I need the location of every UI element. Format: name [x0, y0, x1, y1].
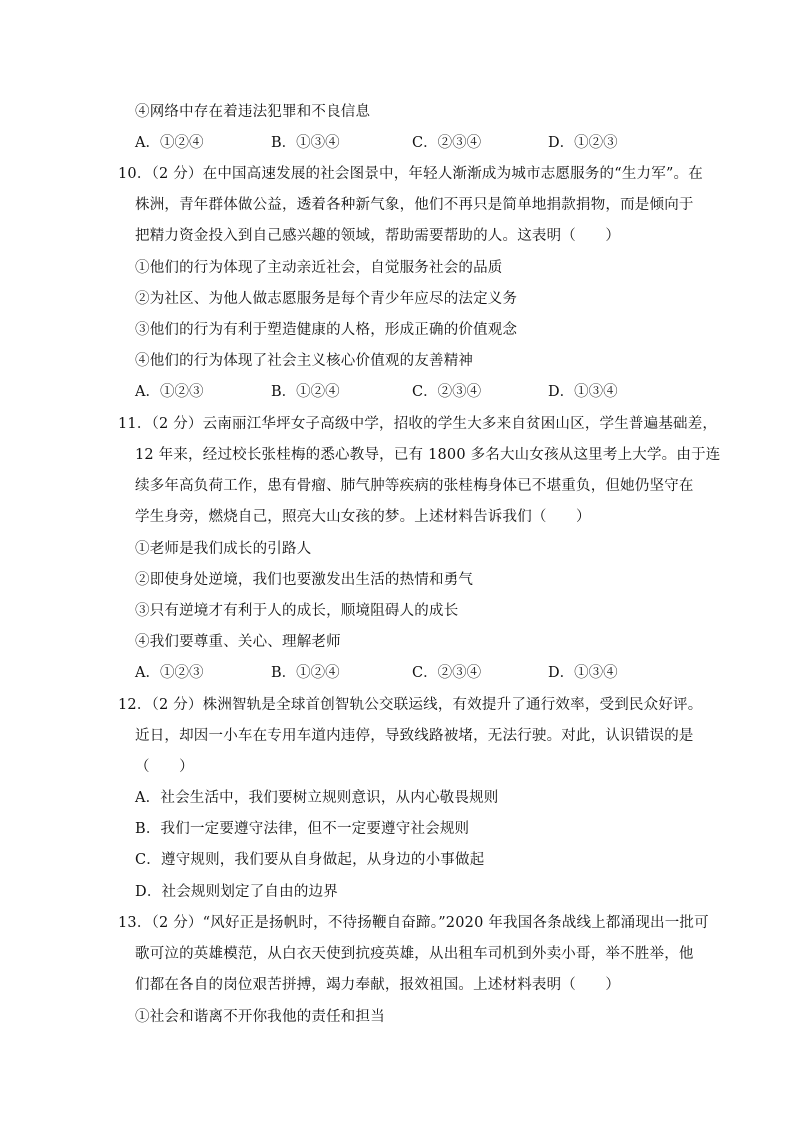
q13-stem-line: 13．（2 分）“风好正是扬帆时，不待扬鞭自奋蹄。”2020 年我国各条战线上都涌现出一批可 [118, 915, 709, 931]
q10-stem-line: 把精力资金投入到自己感兴趣的领域，帮助需要帮助的人。这表明（ ） [135, 228, 621, 244]
q10-stem-line: 株洲，青年群体做公益，透着各种新气象，他们不再只是简单地捐款捐物，而是倾向于 [135, 197, 694, 213]
q10-option-b[interactable]: B．①②④ [271, 384, 340, 400]
q11-stem-line: 12 年来，经过校长张桂梅的悉心教导，已有 1800 多名大山女孩从这里考上大学。由于连 [135, 447, 721, 463]
q12-option-a[interactable]: A．社会生活中，我们要树立规则意识，从内心敬畏规则 [135, 790, 499, 806]
q11-option-a[interactable]: A．①②③ [135, 665, 204, 681]
q12-option-c[interactable]: C．遵守规则，我们要从自身做起，从身边的小事做起 [135, 852, 485, 868]
q10-stem-line: 10．（2 分）在中国高速发展的社会图景中，年轻人渐渐成为城市志愿服务的“生力军”。在 [118, 166, 703, 182]
q11-statement-2: ②即使身处逆境，我们也要激发出生活的热情和勇气 [135, 572, 474, 588]
q10-option-a[interactable]: A．①②③ [135, 384, 204, 400]
q12-option-b[interactable]: B．我们一定要遵守法律，但不一定要遵守社会规则 [135, 821, 470, 837]
q9-statement-4: ④网络中存在着违法犯罪和不良信息 [135, 104, 371, 120]
q10-statement-3: ③他们的行为有利于塑造健康的人格，形成正确的价值观念 [135, 322, 518, 338]
q12-option-d[interactable]: D．社会规则划定了自由的边界 [135, 884, 338, 900]
q11-stem-line: 11．（2 分）云南丽江华坪女子高级中学，招收的学生大多来自贫困山区，学生普遍基础差， [118, 416, 718, 432]
q11-option-d[interactable]: D．①③④ [548, 665, 618, 681]
q12-answer-bracket: （ ） [135, 759, 194, 775]
q11-statement-3: ③只有逆境才有利于人的成长，顺境阻碍人的成长 [135, 603, 459, 619]
q11-statement-4: ④我们要尊重、关心、理解老师 [135, 634, 341, 650]
q13-stem-line: 们都在各自的岗位艰苦拼搏，竭力奉献，报效祖国。上述材料表明（ ） [135, 977, 621, 993]
q9-option-d[interactable]: D．①②③ [548, 135, 618, 151]
q11-option-b[interactable]: B．①②④ [271, 665, 340, 681]
q11-stem-line: 学生身旁，燃烧自己，照亮大山女孩的梦。上述材料告诉我们（ ） [135, 509, 591, 525]
q11-statement-1: ①老师是我们成长的引路人 [135, 541, 312, 557]
q13-stem-line: 歌可泣的英雄模范，从白衣天使到抗疫英雄，从出租车司机到外卖小哥，举不胜举，他 [135, 946, 694, 962]
q10-statement-2: ②为社区、为他人做志愿服务是每个青少年应尽的法定义务 [135, 291, 518, 307]
q11-option-c[interactable]: C．②③④ [412, 665, 482, 681]
q12-stem-line: 近日，却因一小车在专用车道内违停，导致线路被堵，无法行驶。对此，认识错误的是 [135, 728, 694, 744]
q9-option-c[interactable]: C．②③④ [412, 135, 482, 151]
q9-option-a[interactable]: A．①②④ [135, 135, 204, 151]
q13-statement-1: ①社会和谐离不开你我他的责任和担当 [135, 1009, 385, 1025]
q10-statement-1: ①他们的行为体现了主动亲近社会，自觉服务社会的品质 [135, 260, 503, 276]
q10-option-d[interactable]: D．①③④ [548, 384, 618, 400]
q9-option-b[interactable]: B．①③④ [271, 135, 340, 151]
q12-stem-line: 12．（2 分）株洲智轨是全球首创智轨公交联运线，有效提升了通行效率，受到民众好评。 [118, 697, 703, 713]
q10-option-c[interactable]: C．②③④ [412, 384, 482, 400]
q10-statement-4: ④他们的行为体现了社会主义核心价值观的友善精神 [135, 353, 474, 369]
q11-stem-line: 续多年高负荷工作，患有骨瘤、肺气肿等疾病的张桂梅身体已不堪重负，但她仍坚守在 [135, 478, 694, 494]
